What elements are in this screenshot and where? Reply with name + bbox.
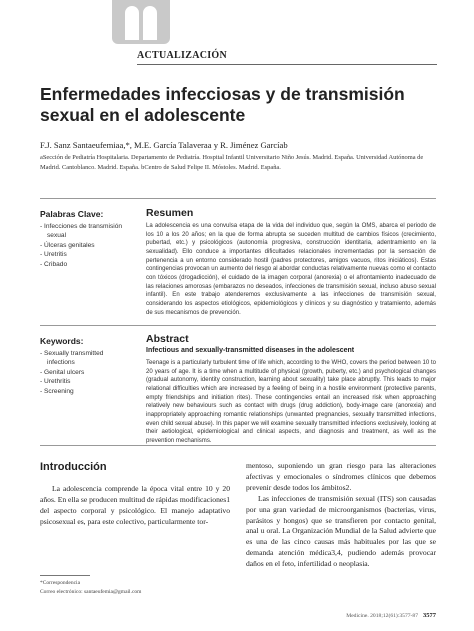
abstract-heading: Abstract	[146, 333, 189, 345]
list-item: - Urethritis	[40, 378, 71, 386]
abstract-text: Teenage is a particularly turbulent time of life which, according to the WHO, covers the period between 10 to 20 years of age. It is a time when a multitude of physical (growth, puberty, etc.) and psychological changes (gradual autonomy, identity construction, learning about sexuality) take place abruptly. This leads to major relational difficulties which are increased by a feeling of being in a hostile environment (protective parents, empty friendships and initiation rites). These contingencies entail an increased risk when approaching relatively new behaviours such as contact with drugs (drug addiction), body-image care (anorexia) and inappropriately approaching romantic relationships (unwanted pregnancies, sexually transmitted infections, even child sexual abuse). In this paper we will examine sexually transmitted infections exclusively, looking at their aetiological, epidemiological and clinical aspects, and diagnosis and treatment, as well as the prevention mechanisms.	[146, 360, 436, 444]
list-item: - Genital ulcers	[40, 368, 85, 376]
resumen-text: La adolescencia es una convulsa etapa de la vida del individuo que, según la OMS, abarca el periodo de los 10 a los 20 años; en la que de forma abrupta se suceden multitud de cambios físicos (crecimiento, pubertad, etc.) y psicológicos (autonomía progresiva, construcción identitaria, adentramiento en la sexualidad). Ello conduce a importantes dificultades relacionales incrementadas por la sensación de pertenencia a un entorno considerado hostil (padres protectores, amigos vacuos, ritos iniciáticos). Estas contingencias provocan un aumento del riesgo al abordar conductas relativamente nuevas como el contacto con tóxicos (drogadicción), el cuidado de la imagen corporal (anorexia) o el afrontamiento inadecuado de las relaciones amorosas (embarazos no deseados, infecciones de transmisión sexual, incluso abuso sexual infantil). En este trabajo atenderemos exclusivamente a las infecciones de transmisión sexual, considerando los aspectos etiológicos, epidemiológicos y clínicos y su diagnóstico y tratamiento, además de sus mecanismos de prevención.	[146, 223, 436, 316]
footnote-email: Correo electrónico: santaeufemia@gmail.com	[40, 589, 142, 595]
article-affiliations: aSección de Pediatría Hospitalaria. Departamento de Pediatría. Hospital Infantil Universitario Niño Jesús. Madrid. España. Universidad Autónoma de Madrid. Cantoblanco. Madrid. España. bCentro de Salud Felipe II. Móstoles. Madrid. España.	[40, 154, 424, 171]
list-item: - Úlceras genitales	[40, 241, 95, 249]
footnote-correspondence: *Correspondencia	[40, 580, 81, 586]
keywords-es-list	[40, 223, 126, 271]
keywords-es-heading: Palabras Clave:	[40, 209, 104, 219]
section-label: ACTUALIZACIÓN	[137, 50, 228, 61]
list-item: - Screening	[40, 388, 74, 396]
body-right-column	[246, 461, 436, 570]
list-item: - Uretritis	[40, 251, 67, 259]
body-paragraph: mentoso, suponiendo un gran riesgo para las alteraciones afectivas y emocionales o síndromes clínicos que debemos prevenir desde todos los ámbitos2.	[246, 461, 436, 492]
section-divider	[40, 325, 436, 326]
article-authors: F.J. Sanz Santaeufemiaa,*, M.E. García Talaveraa y R. Jiménez Garcíab	[40, 140, 288, 150]
list-item: - Cribado	[40, 261, 68, 269]
journal-logo	[112, 0, 170, 44]
keywords-en-heading: Keywords:	[40, 336, 84, 346]
body-paragraph: La adolescencia comprende la época vital entre 10 y 20 años. En ella se producen multitud de rápidas modificaciones1 del aspecto corporal y psicológico. El manejo adaptativo psicosexual es, para este colectivo, particularmente tor-	[40, 484, 230, 526]
body-paragraph: Las infecciones de transmisión sexual (ITS) son causadas por una gran variedad de microorganismos (bacterias, virus, parásitos y hongos) que se transfieren por contacto genital, anal u oral. La Organización Mundial de la Salud advierte que es una de las cinco causas más habituales por las que se demanda atención médica3,4, pudiendo además provocar daños en el feto, infertilidad o neoplasia.	[246, 493, 436, 569]
body-left-column	[40, 484, 230, 528]
resumen-heading: Resumen	[146, 207, 194, 219]
page-footer	[270, 612, 436, 619]
list-item: - Sexually transmitted infections	[40, 350, 104, 366]
journal-citation: Medicine. 2018;12(61):3577-87	[346, 613, 418, 619]
list-item: - Infecciones de transmisión sexual	[40, 223, 123, 239]
article-title: Enfermedades infecciosas y de transmisión sexual en el adolescente	[40, 84, 405, 125]
section-divider	[40, 198, 436, 199]
section-divider	[40, 445, 436, 446]
introduction-heading: Introducción	[40, 461, 107, 473]
page-number: 3577	[423, 612, 436, 619]
keywords-en-list	[40, 350, 126, 398]
abstract-subtitle: Infectious and sexually-transmitted diseases in the adolescent	[146, 347, 355, 354]
header-divider	[137, 64, 437, 65]
footnote-divider	[40, 575, 90, 576]
